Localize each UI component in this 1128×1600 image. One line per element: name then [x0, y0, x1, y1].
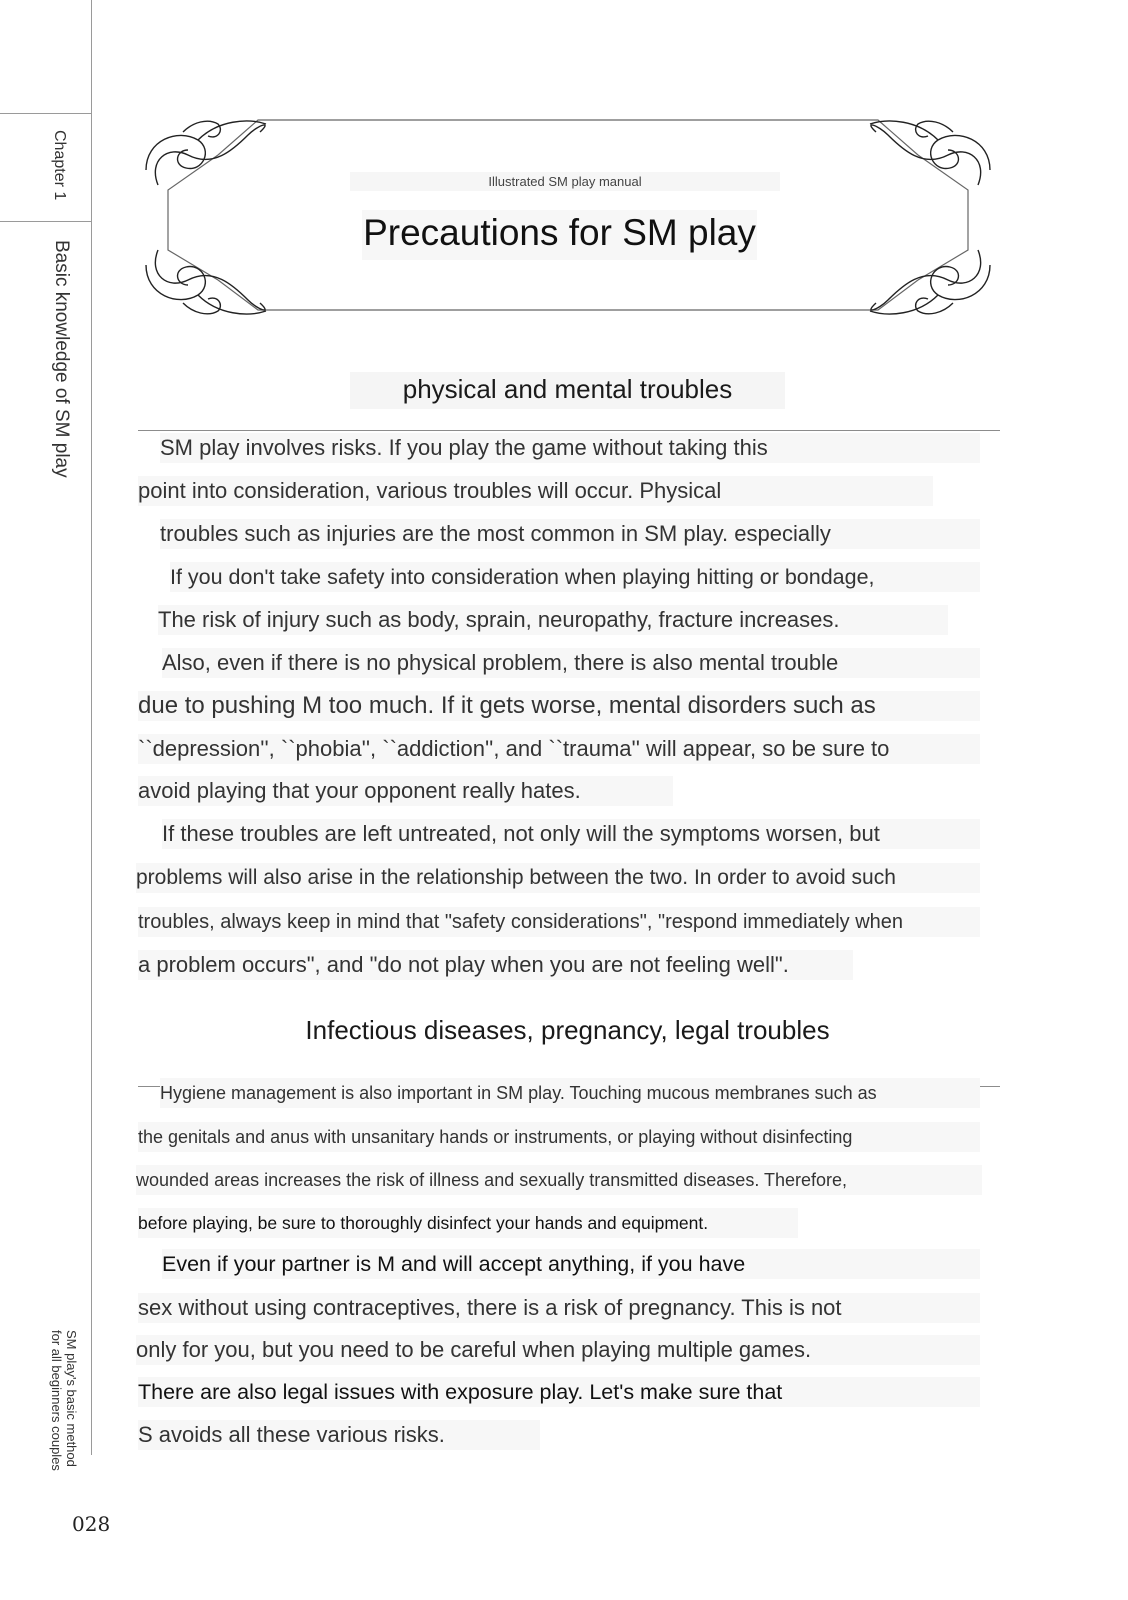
paragraph-line: the genitals and anus with unsanitary hands or instruments, or playing without disinfecting	[138, 1122, 980, 1152]
paragraph-line: a problem occurs", and "do not play when you are not feeling well".	[138, 950, 853, 980]
paragraph-line: due to pushing M too much. If it gets worse, mental disorders such as	[138, 691, 980, 721]
margin-tick-bottom	[0, 221, 91, 222]
book-title-line-2: for all beginners couples	[49, 1330, 64, 1471]
section-heading-infectious-legal: Infectious diseases, pregnancy, legal troubles	[305, 1015, 830, 1045]
paragraph-line: Also, even if there is no physical problem, there is also mental trouble	[162, 648, 980, 678]
paragraph-line: The risk of injury such as body, sprain, neuropathy, fracture increases.	[158, 605, 948, 635]
paragraph-line: avoid playing that your opponent really hates.	[138, 776, 673, 806]
paragraph-line: SM play involves risks. If you play the game without taking this	[160, 433, 980, 463]
chapter-label: Chapter 1	[51, 130, 68, 201]
paragraph-line: before playing, be sure to thoroughly disinfect your hands and equipment.	[138, 1208, 798, 1238]
paragraph-line: Even if your partner is M and will accept anything, if you have	[162, 1249, 980, 1279]
paragraph-line: troubles, always keep in mind that "safety considerations", "respond immediately when	[138, 907, 980, 937]
margin-tick-top	[0, 113, 91, 114]
page-number: 028	[72, 1512, 111, 1536]
section-rule	[138, 430, 1000, 431]
book-title-line-1: SM play's basic method	[64, 1330, 79, 1467]
paragraph-line: wounded areas increases the risk of illness and sexually transmitted diseases. Therefore,	[136, 1165, 982, 1195]
paragraph-line: If these troubles are left untreated, not only will the symptoms worsen, but	[162, 819, 980, 849]
manual-kicker: Illustrated SM play manual	[350, 172, 780, 191]
paragraph-line: point into consideration, various troubles will occur. Physical	[138, 476, 933, 506]
paragraph-line: sex without using contraceptives, there is a risk of pregnancy. This is not	[138, 1293, 980, 1323]
section-heading-physical-mental: physical and mental troubles	[350, 372, 785, 409]
paragraph-line: S avoids all these various risks.	[138, 1420, 540, 1450]
paragraph-line: Hygiene management is also important in SM play. Touching mucous membranes such as	[160, 1078, 980, 1108]
paragraph-line: troubles such as injuries are the most common in SM play. especially	[160, 519, 980, 549]
margin-divider-line	[91, 0, 92, 1455]
paragraph-line: only for you, but you need to be careful when playing multiple games.	[136, 1335, 980, 1365]
section-label: Basic knowledge of SM play	[51, 240, 72, 478]
paragraph-line: ``depression'', ``phobia'', ``addiction'', and ``trauma'' will appear, so be sure to	[138, 734, 980, 764]
paragraph-line: If you don't take safety into consideration when playing hitting or bondage,	[170, 562, 980, 592]
paragraph-line: problems will also arise in the relationship between the two. In order to avoid such	[136, 863, 980, 893]
page-title: Precautions for SM play	[362, 210, 757, 260]
paragraph-line: There are also legal issues with exposure play. Let's make sure that	[138, 1377, 980, 1407]
